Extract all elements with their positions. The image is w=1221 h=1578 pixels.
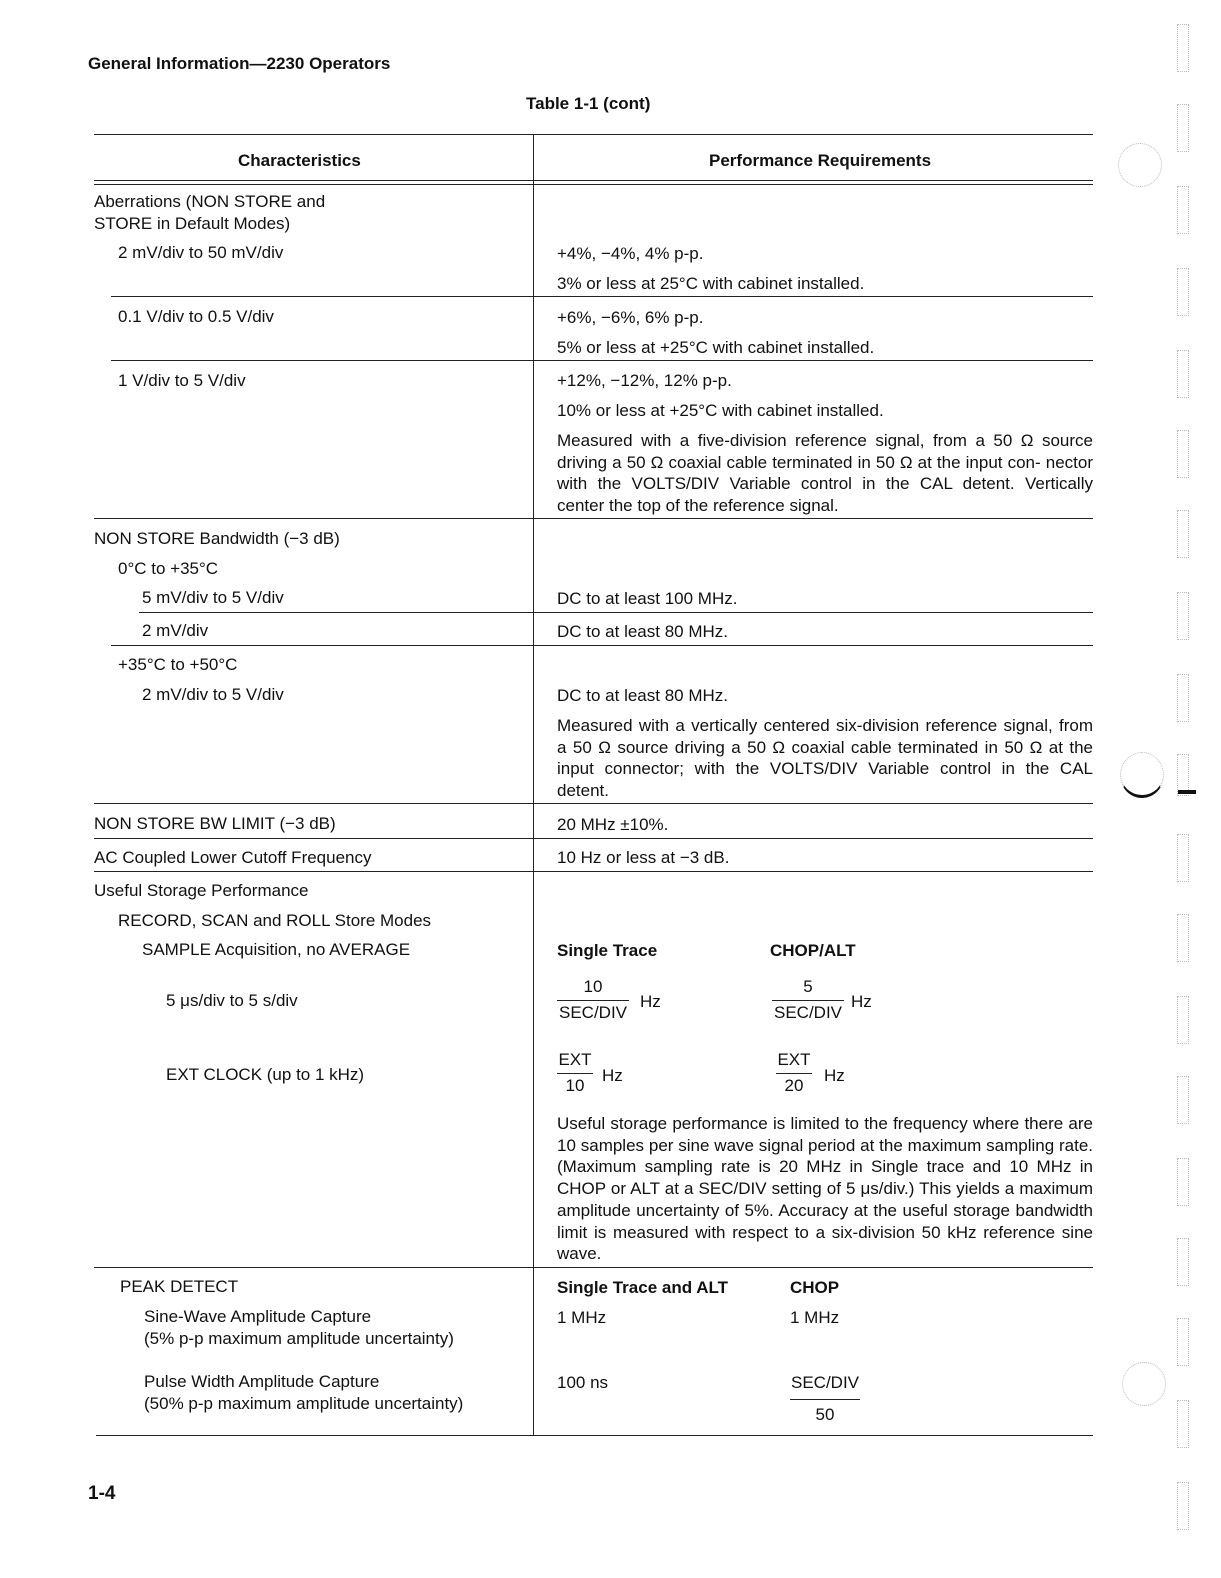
row-rule <box>111 360 1093 361</box>
header-rule-2 <box>94 184 1093 185</box>
aberr-row2-label: 0.1 V/div to 0.5 V/div <box>118 307 274 326</box>
denominator: 20 <box>776 1073 812 1096</box>
bw-row2-label: 2 mV/div <box>142 621 209 640</box>
unit-hz: Hz <box>824 1066 845 1085</box>
table-top-rule <box>94 134 1093 135</box>
aberr-row1-tolerance: 3% or less at 25°C with cabinet installed. <box>557 274 865 293</box>
sine-capture-chop: 1 MHz <box>790 1308 840 1327</box>
fraction-ext-single-trace <box>557 1050 593 1096</box>
pulse-capture-label: Pulse Width Amplitude Capture <box>144 1372 380 1391</box>
section-rule <box>94 838 1093 839</box>
bw-row1-label: 5 mV/div to 5 V/div <box>142 588 284 607</box>
storage-col-single-trace: Single Trace <box>557 941 658 960</box>
ac-cutoff-value: 10 Hz or less at −3 dB. <box>557 848 730 867</box>
fraction-pulse-chop <box>790 1373 860 1425</box>
aberr-row1-label: 2 mV/div to 50 mV/div <box>118 243 284 262</box>
row-rule <box>111 645 1093 646</box>
peak-detect-title: PEAK DETECT <box>120 1277 239 1296</box>
unit-hz: Hz <box>602 1066 623 1085</box>
section-rule <box>94 871 1093 872</box>
storage-modes: RECORD, SCAN and ROLL Store Modes <box>118 911 432 930</box>
row-rule <box>111 296 1093 297</box>
aberr-row1-value: +4%, −4%, 4% p-p. <box>557 244 704 263</box>
bw-measurement-note: Measured with a vertically centered six-division reference signal, from a 50 Ω source driving a 50 Ω coaxial cable terminated in 50 Ω at the input connector; with the VOLTS/DIV Variable control in the CAL detent. <box>557 716 1093 801</box>
denominator: SEC/DIV <box>772 1000 844 1023</box>
bw-row2-value: DC to at least 80 MHz. <box>557 622 729 641</box>
numerator: 5 <box>803 977 813 996</box>
page-number: 1-4 <box>88 1483 116 1504</box>
storage-note: Useful storage performance is limited to the frequency where there are 10 samples per sine wave signal period at the maximum sampling rate. (Maximum sampling rate is 20 MHz in Single trace and 10 MHz in CHOP or ALT at a SEC/DIV setting of 5 μs/div.) This yields a maximum amplitude uncertainty of 5%. Accuracy at the useful storage bandwidth limit is measured with respect to a six-division 50 kHz reference sine wave. <box>557 1114 1093 1264</box>
bandwidth-temp-range-1: 0°C to +35°C <box>118 559 219 578</box>
peak-col-chop: CHOP <box>790 1278 840 1297</box>
denominator: 50 <box>790 1399 860 1425</box>
bandwidth-title: NON STORE Bandwidth (−3 dB) <box>94 529 340 548</box>
pulse-capture-sublabel: (50% p-p maximum amplitude uncertainty) <box>144 1394 464 1413</box>
numerator: EXT <box>777 1050 811 1069</box>
numerator: SEC/DIV <box>790 1373 860 1392</box>
ac-cutoff-label: AC Coupled Lower Cutoff Frequency <box>94 848 372 867</box>
bw-row3-value: DC to at least 80 MHz. <box>557 686 729 705</box>
storage-col-chop-alt: CHOP/ALT <box>770 941 856 960</box>
col-header-characteristics: Characteristics <box>238 151 361 170</box>
col-header-performance: Performance Requirements <box>709 151 932 170</box>
bw-limit-label: NON STORE BW LIMIT (−3 dB) <box>94 814 336 833</box>
row-rule <box>139 612 1093 613</box>
sine-capture-sublabel: (5% p-p maximum amplitude uncertainty) <box>144 1329 454 1348</box>
sine-capture-label: Sine-Wave Amplitude Capture <box>144 1307 372 1326</box>
storage-row2-label: EXT CLOCK (up to 1 kHz) <box>166 1065 365 1084</box>
unit-hz: Hz <box>851 992 872 1011</box>
aberr-measurement-note: Measured with a five-division reference signal, from a 50 Ω source driving a 50 Ω coaxial cable terminated in 50 Ω at the input con- nector with the VOLTS/DIV Variable control in the CAL detent. Vertically center the top of the reference signal. <box>557 431 1093 516</box>
numerator: EXT <box>558 1050 592 1069</box>
aberr-row3-label: 1 V/div to 5 V/div <box>118 371 246 390</box>
bw-row1-value: DC to at least 100 MHz. <box>557 589 738 608</box>
denominator: SEC/DIV <box>557 1000 629 1023</box>
page-header: General Information—2230 Operators <box>88 54 391 73</box>
section-rule <box>94 803 1093 804</box>
bandwidth-temp-range-2: +35°C to +50°C <box>118 655 238 674</box>
numerator: 10 <box>583 977 603 996</box>
storage-row1-label: 5 μs/div to 5 s/div <box>166 991 298 1010</box>
unit-hz: Hz <box>640 992 661 1011</box>
peak-col-single-alt: Single Trace and ALT <box>557 1278 728 1297</box>
aberr-row3-tolerance: 10% or less at +25°C with cabinet installed. <box>557 401 884 420</box>
denominator: 10 <box>557 1073 593 1096</box>
aberr-row2-value: +6%, −6%, 6% p-p. <box>557 308 704 327</box>
pulse-capture-single-alt: 100 ns <box>557 1373 609 1392</box>
header-rule-1 <box>94 180 1093 181</box>
bw-limit-value: 20 MHz ±10%. <box>557 815 669 834</box>
bw-row3-label: 2 mV/div to 5 V/div <box>142 685 284 704</box>
aberrations-title-1: Aberrations (NON STORE and <box>94 192 326 211</box>
table-title: Table 1-1 (cont) <box>526 94 651 113</box>
aberr-row2-tolerance: 5% or less at +25°C with cabinet installed. <box>557 338 875 357</box>
fraction-chop-alt <box>772 977 844 1023</box>
section-rule <box>94 1267 1093 1268</box>
aberrations-title-2: STORE in Default Modes) <box>94 214 291 233</box>
column-divider <box>533 134 534 1435</box>
sine-capture-single-alt: 1 MHz <box>557 1308 607 1327</box>
aberr-row3-value: +12%, −12%, 12% p-p. <box>557 371 732 390</box>
table-bottom-rule <box>96 1435 1093 1436</box>
storage-title: Useful Storage Performance <box>94 881 309 900</box>
fraction-ext-chop-alt <box>776 1050 812 1096</box>
section-rule <box>94 518 1093 519</box>
storage-sample-mode: SAMPLE Acquisition, no AVERAGE <box>142 940 411 959</box>
fraction-single-trace <box>557 977 629 1023</box>
